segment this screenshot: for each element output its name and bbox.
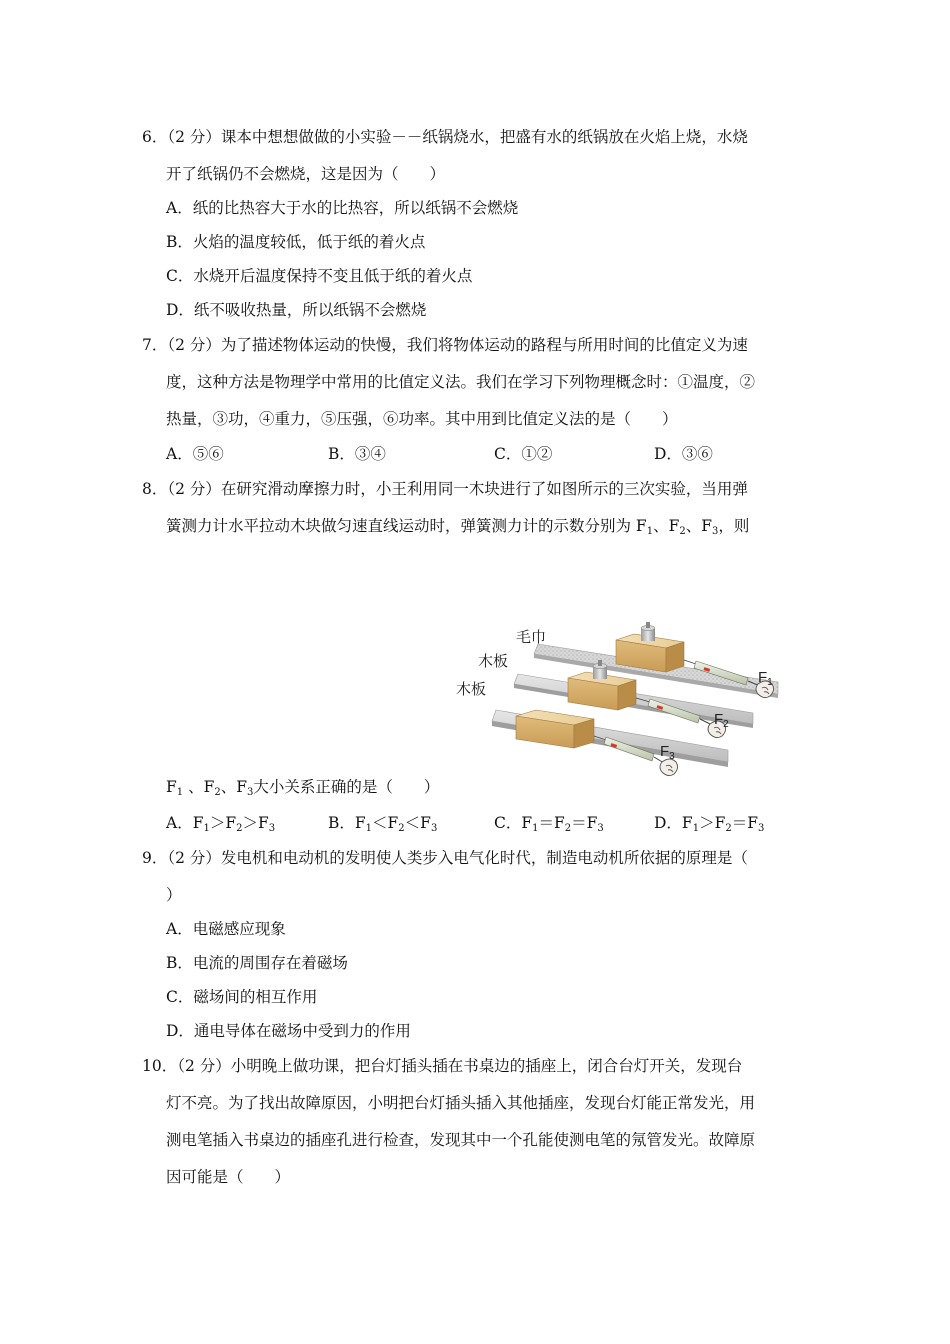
wood-block-1 bbox=[616, 622, 684, 672]
question-9-line-1: 9．（2 分）发电机和电动机的发明使人类步入电气化时代，制造电动机所依据的原理是（ bbox=[142, 849, 748, 867]
board-label-2: 木板 bbox=[456, 681, 487, 698]
question-6-option-d: D．纸不吸收热量，所以纸锅不会燃烧 bbox=[166, 301, 427, 319]
question-8-option-d: D．$F_1>F_2=F_3$ bbox=[654, 814, 765, 834]
f2-label: $F_2$ bbox=[714, 711, 729, 730]
question-8-option-a: A．$F_1>F_2>F_3$ bbox=[166, 814, 276, 834]
question-9-option-c: C．磁场间的相互作用 bbox=[166, 988, 318, 1006]
question-7-option-c: C．①② bbox=[494, 445, 553, 463]
question-7-option-b: B．③④ bbox=[328, 445, 386, 463]
towel-label: 毛巾 bbox=[516, 629, 547, 646]
question-6-line-1: 6．（2 分）课本中想想做做的小实验－－纸锅烧水，把盛有水的纸锅放在火焰上烧，水烧 bbox=[142, 128, 748, 146]
question-9-option-a: A．电磁感应现象 bbox=[166, 920, 286, 938]
question-7-line-2: 度，这种方法是物理学中常用的比值定义法。我们在学习下列物理概念时：①温度，② bbox=[166, 373, 756, 391]
question-6-option-c: C．水烧开后温度保持不变且低于纸的着火点 bbox=[166, 267, 473, 285]
question-9-option-d: D．通电导体在磁场中受到力的作用 bbox=[166, 1022, 411, 1040]
f3-label: $F_3$ bbox=[660, 743, 675, 762]
friction-experiment-figure bbox=[448, 618, 793, 800]
question-6-option-a: A．纸的比热容大于水的比热容，所以纸锅不会燃烧 bbox=[166, 199, 519, 217]
wood-block-3 bbox=[516, 710, 594, 748]
board-label-1: 木板 bbox=[478, 653, 509, 670]
question-7-option-a: A．⑤⑥ bbox=[166, 445, 224, 463]
question-7-line-1: 7．（2 分）为了描述物体运动的快慢，我们将物体运动的路程与所用时间的比值定义为速 bbox=[142, 336, 748, 354]
question-7-option-d: D．③⑥ bbox=[654, 445, 713, 463]
question-6-line-2: 开了纸锅仍不会燃烧，这是因为（ ） bbox=[166, 165, 446, 183]
question-9-line-2: ） bbox=[166, 886, 182, 904]
question-8-option-c: C．$F_1=F_2=F_3$ bbox=[494, 814, 604, 834]
question-7-line-3: 热量，③功，④重力，⑤压强，⑥功率。其中用到比值定义法的是（ ） bbox=[166, 410, 678, 428]
question-6-option-b: B．火焰的温度较低，低于纸的着火点 bbox=[166, 233, 426, 251]
question-8-line-1: 8．（2 分）在研究滑动摩擦力时，小王利用同一木块进行了如图所示的三次实验，当用弹 bbox=[142, 480, 748, 498]
question-8-line-3: $F_1$ 、$F_2$、$F_3$大小关系正确的是（ ） bbox=[166, 778, 440, 798]
question-8-line-2: 簧测力计水平拉动木块做匀速直线运动时，弹簧测力计的示数分别为 $F_1$、$F_2$、$F_3$，则 bbox=[166, 517, 750, 537]
question-10-line-4: 因可能是（ ） bbox=[166, 1168, 291, 1186]
question-10-line-3: 测电笔插入书桌边的插座孔进行检查，发现其中一个孔能使测电笔的氖管发光。故障原 bbox=[166, 1131, 756, 1149]
question-9-option-b: B．电流的周围存在着磁场 bbox=[166, 954, 348, 972]
question-8-option-b: B．$F_1<F_2<F_3$ bbox=[328, 814, 438, 834]
question-10-line-1: 10．（2 分）小明晚上做功课，把台灯插头插在书桌边的插座上，闭合台灯开关，发现台 bbox=[142, 1057, 743, 1075]
question-10-line-2: 灯不亮。为了找出故障原因，小明把台灯插头插入其他插座，发现台灯能正常发光，用 bbox=[166, 1094, 756, 1112]
f1-label: $F_1$ bbox=[758, 669, 773, 688]
